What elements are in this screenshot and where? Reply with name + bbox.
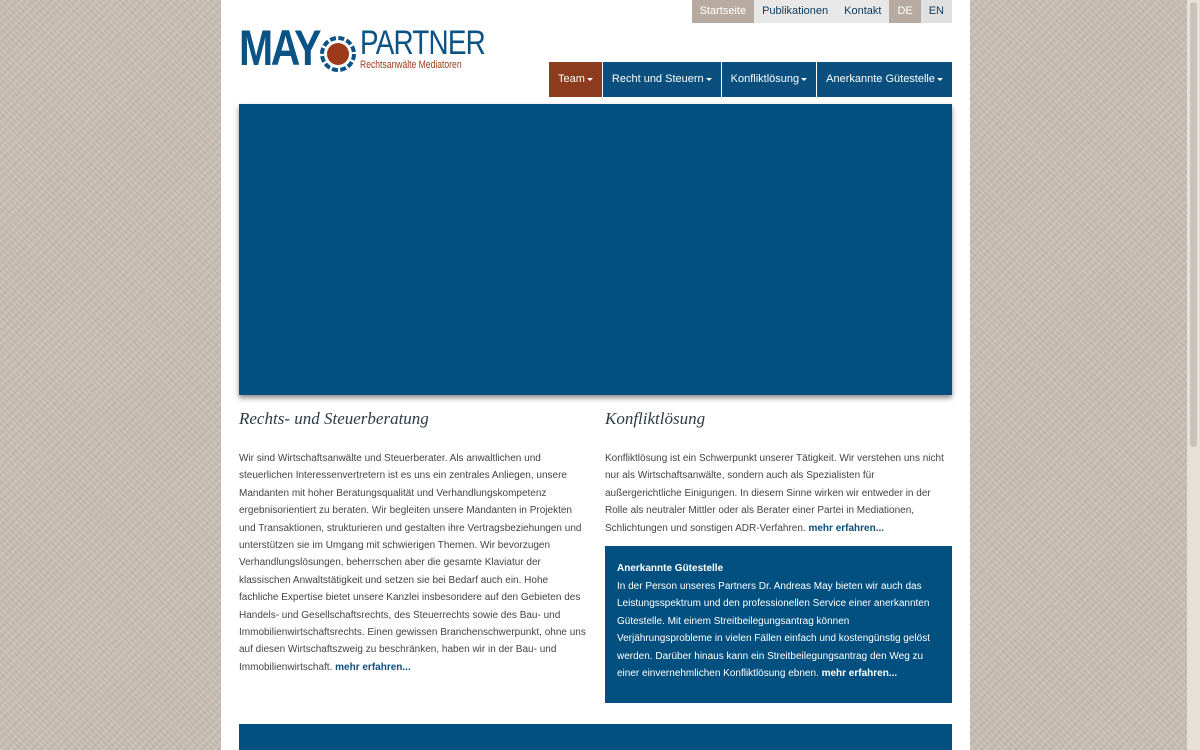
top-link-kontakt[interactable]: Kontakt: [836, 0, 889, 23]
more-link[interactable]: mehr erfahren...: [821, 668, 898, 680]
hero-banner: [239, 104, 952, 395]
nav-item-recht-und-steuern[interactable]: [602, 62, 721, 97]
guetestelle-box: [605, 546, 952, 703]
more-link[interactable]: mehr erfahren...: [335, 661, 411, 673]
logo[interactable]: [239, 20, 485, 78]
scrollbar[interactable]: [1187, 0, 1200, 750]
nav-item-label: Recht und Steuern: [611, 73, 704, 85]
logo-ring-icon: [319, 35, 357, 73]
section-body: Wir sind Wirtschaftsanwälte und Steuerberater. Als anwaltlichen und steuerlichen Interessenvertretern ist es uns ein zentrales Anliegen, unsere Mandanten mit hoher Beratungsqualität und Verhandlungskompetenz ergebnisorientiert zu beraten. Wir begleiten unsere Mandanten in Projekten und Transaktionen, strukturieren und gestalten ihre Vertragsbeziehungen und unterstützen sie im Umgang mit schwierigen Themen. Wir bevorzugen Verhandlungslösungen, beherrschen aber die gesamte Klaviatur der klassischen Anwaltstätigkeit und setzen sie bei Bedarf auch ein. Hohe fachliche Expertise bietet unsere Kanzlei insbesondere auf den Gebieten des Handels- und Gesellschaftsrechts, des Steuerrechts sowie des Bau- und Immobilienwirtschaftsrechts. Einen gewissen Branchenschwerpunkt, ohne uns auf diesen Wirtschaftszweig zu beschränken, haben wir in der Bau- und Immobilienwirtschaft.: [239, 453, 586, 673]
section-rechts-steuerberatung: [239, 406, 589, 676]
guetestelle-text: [617, 578, 940, 682]
top-link-startseite[interactable]: Startseite: [692, 0, 754, 23]
more-link[interactable]: mehr erfahren...: [808, 522, 885, 534]
logo-word-partner: PARTNER: [360, 24, 485, 62]
guetestelle-body: In der Person unseres Partners Dr. Andreas May bieten wir auch das Leistungsspektrum und den professionellen Service einer anerkannten Gütestelle. Mit einem Streitbeilegungsantrag können Verjährungsprobleme in vielen Fällen einfach und kostengünstig gelöst werden. Darüber hinaus kann ein Streitbeilegungsantrag den Weg zu einer einvernehmlichen Konfliktlösung ebnen.: [617, 581, 930, 680]
nav-item-label: Konfliktlösung: [730, 73, 800, 85]
section-title: Konfliktlösung: [605, 409, 706, 428]
section-title: Rechts- und Steuerberatung: [239, 409, 429, 428]
scrollbar-thumb[interactable]: [1190, 2, 1197, 447]
main-nav: [548, 62, 952, 97]
bottom-banner: [239, 724, 952, 750]
logo-tagline: Rechtsanwälte Mediatoren: [360, 59, 462, 71]
page-container: [221, 0, 970, 750]
section-text: [239, 450, 589, 676]
language-en[interactable]: EN: [921, 0, 952, 23]
nav-item-guetestelle[interactable]: [816, 62, 952, 97]
nav-item-label: Team: [558, 73, 585, 85]
caret-down-icon: [706, 78, 712, 81]
nav-item-konfliktloesung[interactable]: [721, 62, 817, 97]
logo-word-may: MAY: [239, 20, 319, 76]
section-konfliktloesung: [605, 406, 952, 537]
caret-down-icon: [937, 78, 943, 81]
language-de[interactable]: DE: [889, 0, 920, 23]
top-links: [692, 0, 952, 23]
top-link-publikationen[interactable]: Publikationen: [754, 0, 836, 23]
nav-item-label: Anerkannte Gütestelle: [826, 73, 935, 85]
section-text: [605, 450, 952, 537]
caret-down-icon: [801, 78, 807, 81]
section-body: Konfliktlösung ist ein Schwerpunkt unserer Tätigkeit. Wir verstehen uns nicht nur als Wirtschaftsanwälte, sondern auch als Spezialisten für außergerichtliche Einigungen. In diesem Sinne wirken wir entweder in der Rolle als neutraler Mittler oder als Berater einer Partei in Mediationen, Schlichtungen und sonstigen ADR-Verfahren.: [605, 453, 944, 534]
nav-item-team[interactable]: [548, 62, 602, 97]
guetestelle-title: Anerkannte Gütestelle: [617, 563, 724, 574]
caret-down-icon: [587, 78, 593, 81]
